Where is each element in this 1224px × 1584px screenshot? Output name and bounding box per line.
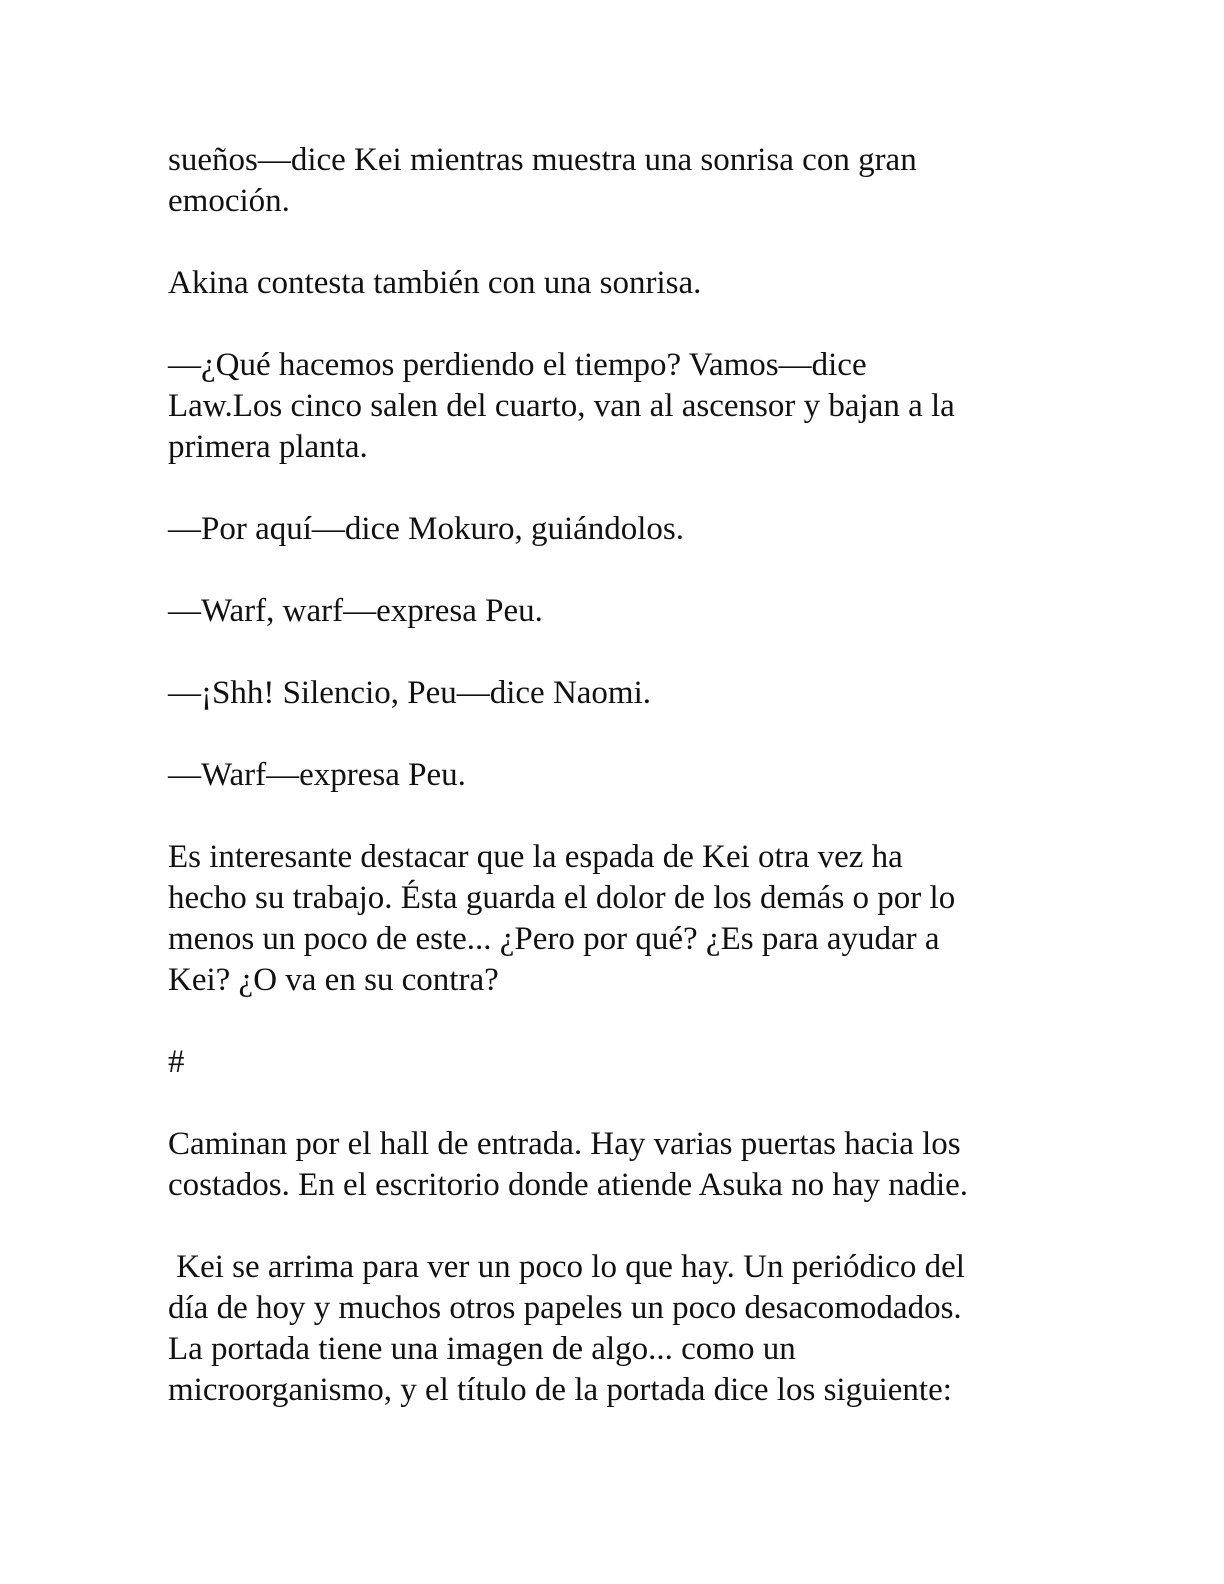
paragraph — [168, 345, 1048, 468]
paragraph — [168, 1124, 1048, 1206]
text-line: Akina contesta también con una sonrisa. — [168, 265, 702, 301]
text-line: Kei se arrima para ver un poco lo que hay. Un periódico del — [168, 1249, 965, 1285]
paragraph — [168, 673, 1048, 714]
text-line: —Por aquí—dice Mokuro, guiándolos. — [168, 511, 685, 547]
text-line: primera planta. — [168, 429, 368, 465]
text-line: microorganismo, y el título de la portada dice los siguiente: — [168, 1372, 952, 1408]
text-line: costados. En el escritorio donde atiende Asuka no hay nadie. — [168, 1167, 969, 1203]
text-line: —¡Shh! Silencio, Peu—dice Naomi. — [168, 675, 652, 711]
text-line: —Warf—expresa Peu. — [168, 757, 466, 793]
text-line: emoción. — [168, 183, 290, 219]
text-line: hecho su trabajo. Ésta guarda el dolor de los demás o por lo — [168, 880, 956, 916]
paragraph — [168, 755, 1048, 796]
text-line: —¿Qué hacemos perdiendo el tiempo? Vamos—dice — [168, 347, 867, 383]
text-line: —Warf, warf—expresa Peu. — [168, 593, 543, 629]
paragraph — [168, 1247, 1048, 1411]
document-page — [168, 140, 1048, 1452]
paragraph — [168, 140, 1048, 222]
text-line: sueños—dice Kei mientras muestra una sonrisa con gran — [168, 142, 917, 178]
text-line: día de hoy y muchos otros papeles un poco desacomodados. — [168, 1290, 962, 1326]
text-line: Law.Los cinco salen del cuarto, van al ascensor y bajan a la — [168, 388, 955, 424]
text-line: Caminan por el hall de entrada. Hay varias puertas hacia los — [168, 1126, 961, 1162]
text-line: menos un poco de este... ¿Pero por qué? ¿Es para ayudar a — [168, 921, 940, 957]
text-line: # — [168, 1044, 185, 1080]
paragraph — [168, 509, 1048, 550]
text-line: La portada tiene una imagen de algo... como un — [168, 1331, 796, 1367]
paragraph — [168, 837, 1048, 1001]
paragraph — [168, 263, 1048, 304]
text-line: Es interesante destacar que la espada de Kei otra vez ha — [168, 839, 903, 875]
text-line: Kei? ¿O va en su contra? — [168, 962, 499, 998]
paragraph — [168, 1042, 1048, 1083]
paragraph — [168, 591, 1048, 632]
